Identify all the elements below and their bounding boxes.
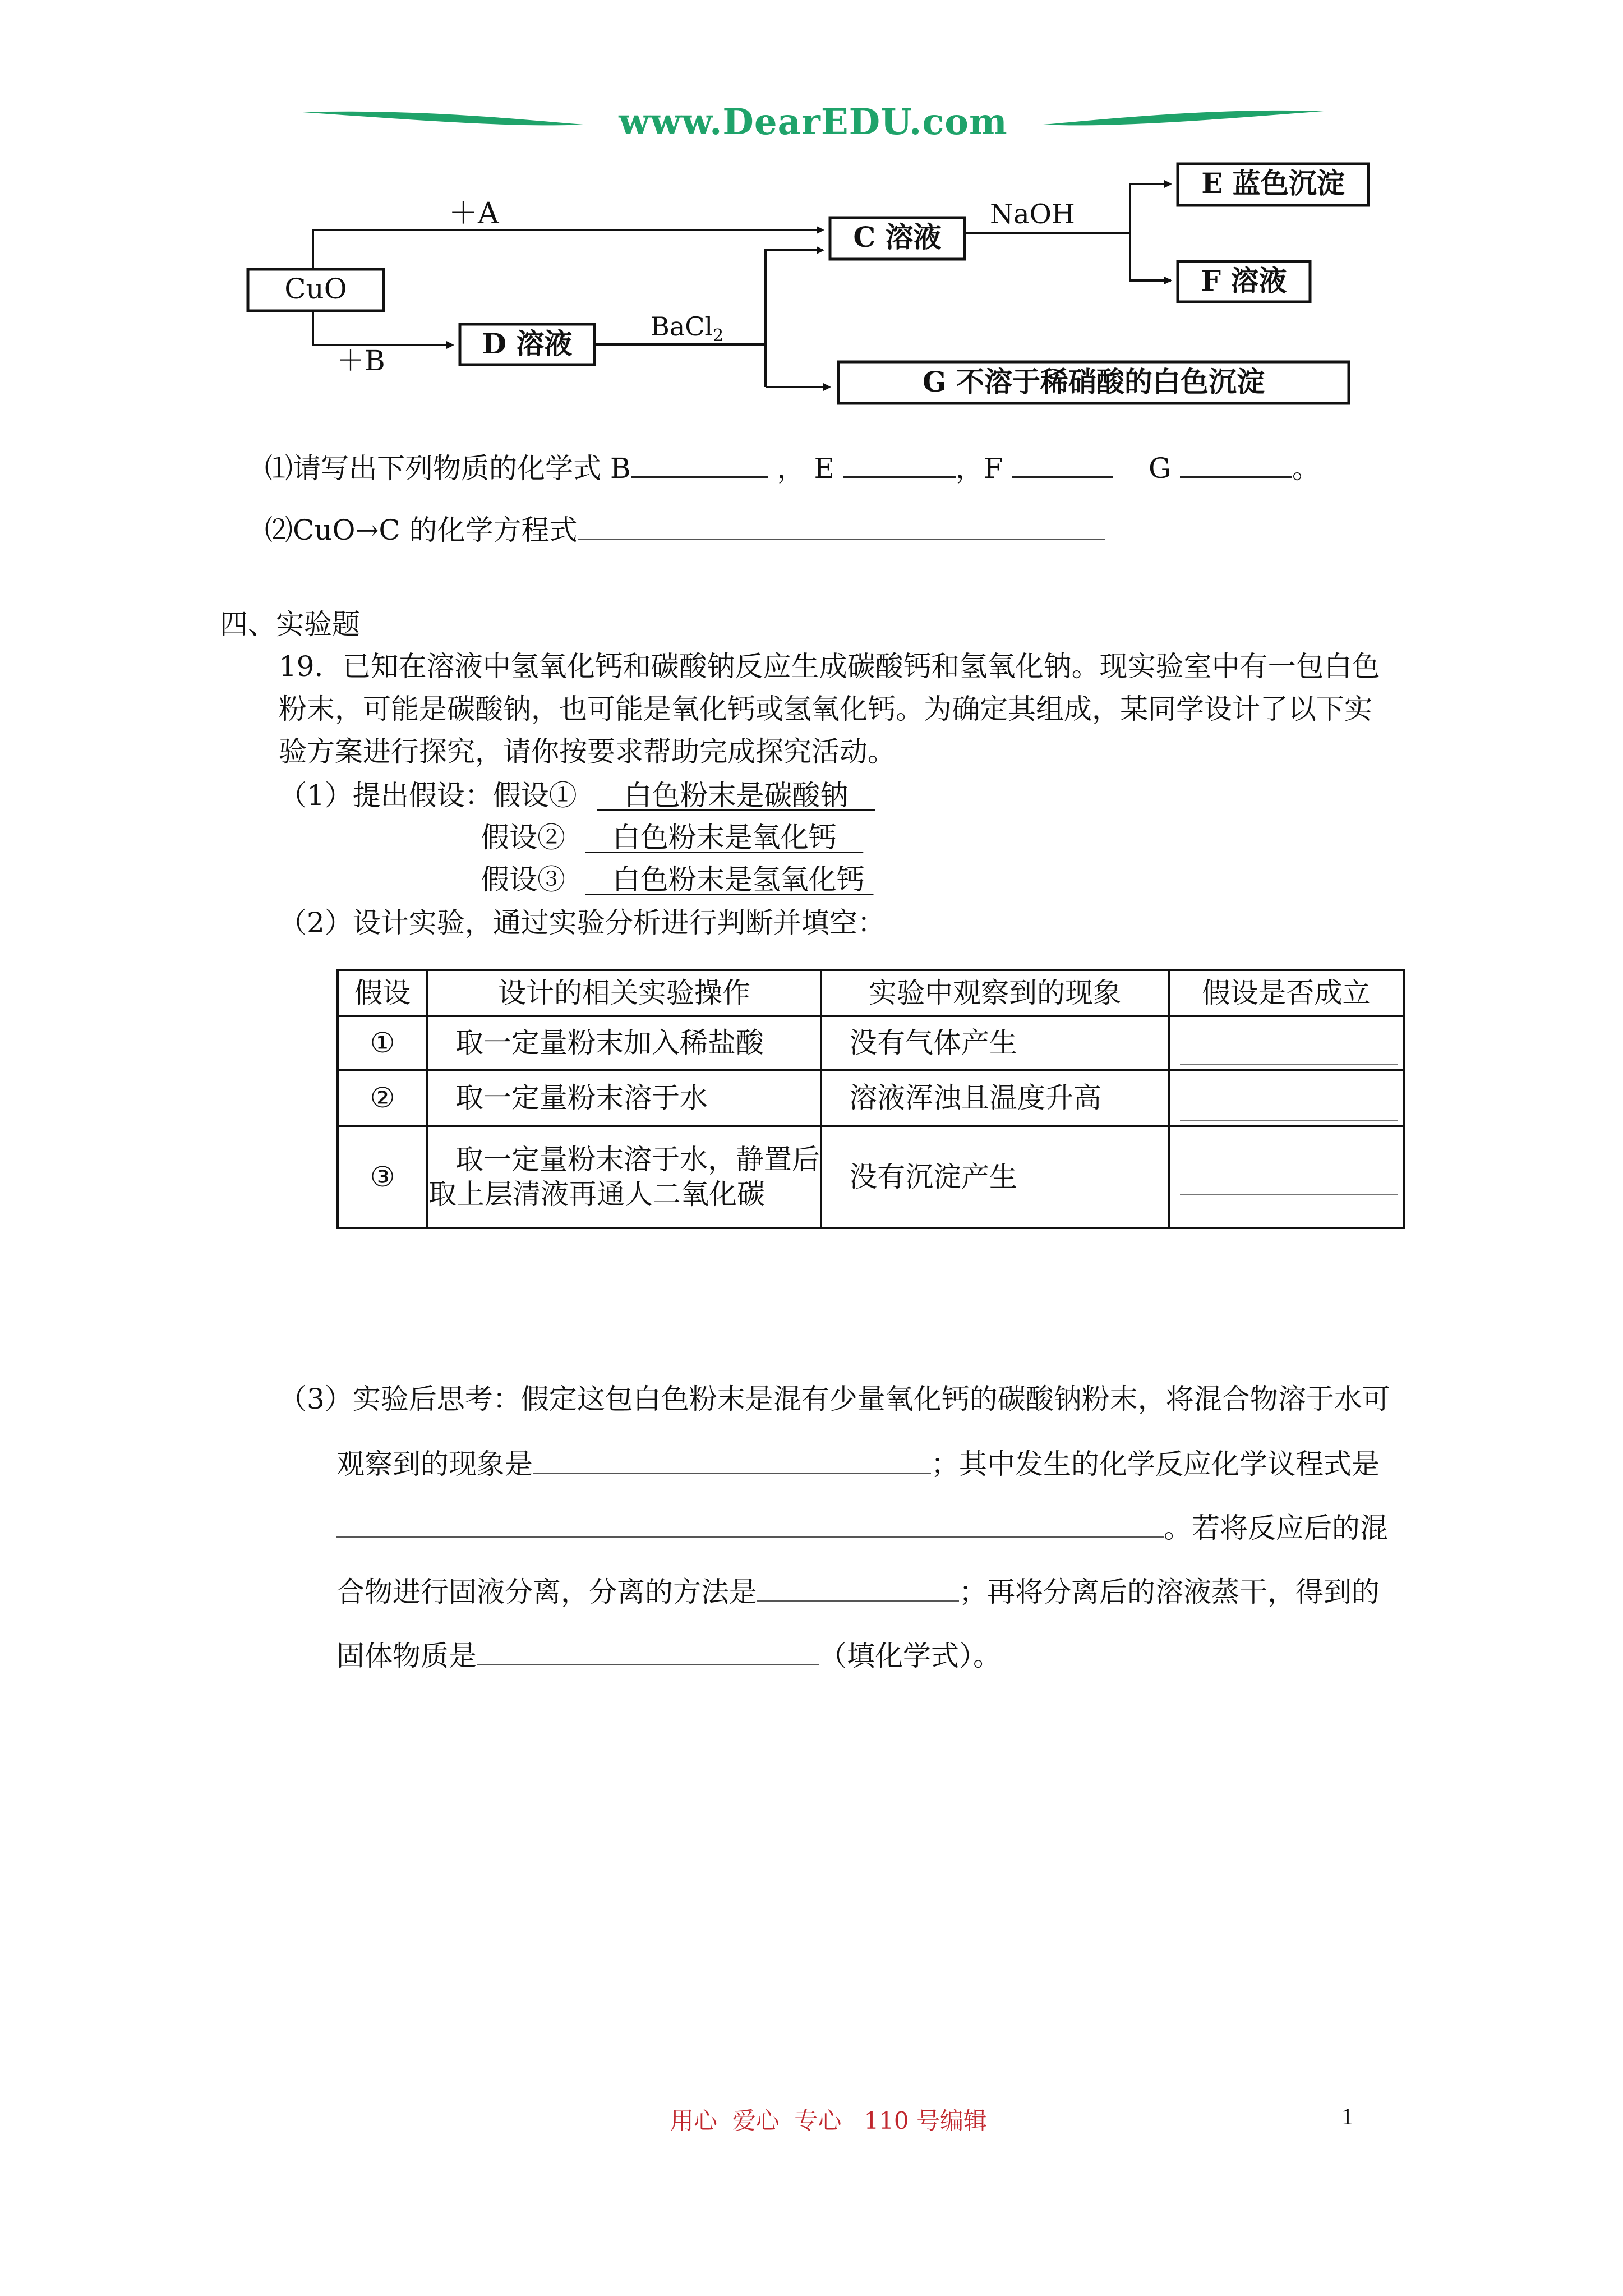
f-label: F 溶液 — [1201, 264, 1287, 297]
row-1-answer-cell — [1169, 1016, 1404, 1070]
q2-text: ⑵CuO→C 的化学方程式 — [265, 514, 578, 546]
cuo-to-c-line — [313, 230, 823, 269]
row-3-observation: 没有沉淀产生 — [821, 1126, 1169, 1228]
table-header-row — [338, 970, 1404, 1016]
g-label: G 不溶于稀硝酸的白色沉淀 — [922, 365, 1265, 398]
naoh-label: NaOH — [990, 199, 1075, 230]
e-label: E 蓝色沉淀 — [1201, 167, 1345, 200]
blank-equation[interactable] — [578, 514, 1105, 540]
c-label: C 溶液 — [853, 220, 942, 254]
row-2-observation: 溶液浑浊且温度升高 — [821, 1070, 1169, 1126]
hypothesis-2-label: 假设② — [481, 821, 565, 854]
hypothesis-3-label: 假设③ — [481, 863, 565, 896]
question-1 — [265, 452, 1320, 485]
split-to-f-line — [1130, 233, 1171, 280]
part3-phenomenon-label: 观察到的现象是 — [336, 1448, 533, 1480]
row-2-operation: 取一定量粉末溶于水 — [427, 1070, 821, 1126]
q1-prefix: ⑴请写出下列物质的化学式 B — [265, 452, 631, 485]
row-3-answer-blank[interactable] — [1180, 1172, 1398, 1195]
part3-line-1: （3）实验后思考：假定这包白色粉末是混有少量氧化钙的碳酸钠粉末，将混合物溶于水可 — [279, 1383, 1390, 1415]
q1-e-label: ， E — [777, 452, 834, 485]
hypothesis-2-answer[interactable]: 白色粉末是氧化钙 — [585, 821, 864, 854]
problem-19-line-1: 19．已知在溶液中氢氧化钙和碳酸钠反应生成碳酸钙和氢氧化钠。现实验室中有一包白色 — [279, 650, 1380, 683]
plus-b-label: ＋B — [336, 344, 385, 377]
header-observation: 实验中观察到的现象 — [821, 970, 1169, 1016]
part3-equation-label: ；其中发生的化学反应化学议程式是 — [931, 1448, 1380, 1480]
part3-line-5 — [336, 1639, 1001, 1673]
page-number: 1 — [1341, 2104, 1353, 2130]
part3-line-2 — [336, 1447, 1380, 1481]
row-3-operation-line-2: 取上层清液再通人二氧化碳 — [428, 1178, 765, 1211]
hypothesis-1-label: （1）提出假设：假设① — [279, 779, 577, 812]
hypothesis-3-answer[interactable]: 白色粉末是氢氧化钙 — [585, 863, 874, 896]
blank-b[interactable] — [631, 452, 768, 478]
header-hypothesis: 假设 — [338, 970, 427, 1016]
part3-line-4 — [336, 1575, 1380, 1609]
table-row — [338, 1126, 1404, 1228]
row-1-observation: 没有气体产生 — [821, 1016, 1169, 1070]
q1-f-label: ，F — [955, 452, 1003, 485]
blank-reaction-equation[interactable] — [336, 1512, 1164, 1538]
header-banner — [303, 95, 1324, 151]
row-1-id: ① — [338, 1016, 427, 1070]
row-3-id: ③ — [338, 1126, 427, 1228]
split-to-e-line — [1130, 184, 1171, 280]
blank-solid-formula[interactable] — [477, 1640, 819, 1665]
table-row — [338, 1070, 1404, 1126]
experiment-table — [336, 969, 1405, 1229]
part3-mixture-text: 。若将反应后的混 — [1164, 1512, 1388, 1544]
blank-g[interactable] — [1180, 452, 1292, 478]
table-row — [338, 1016, 1404, 1070]
part3-solid-label: 固体物质是 — [336, 1640, 477, 1672]
problem-19-line-2: 粉末，可能是碳酸钠，也可能是氧化钙或氢氧化钙。为确定其组成，某同学设计了以下实 — [279, 693, 1372, 725]
hypothesis-3 — [481, 863, 873, 896]
cuo-label: CuO — [284, 273, 347, 305]
problem-19-line-3: 验方案进行探究，请你按要求帮助完成探究活动。 — [279, 735, 896, 768]
blank-e[interactable] — [843, 452, 956, 478]
q1-g-label: G — [1149, 452, 1171, 485]
q1-end: 。 — [1292, 452, 1320, 485]
plus-a-label: ＋A — [449, 197, 499, 231]
blank-f[interactable] — [1012, 452, 1113, 478]
hypothesis-1-answer[interactable]: 白色粉末是碳酸钠 — [597, 779, 875, 812]
hypothesis-2 — [481, 821, 863, 854]
cuo-to-d-line — [313, 311, 453, 345]
row-1-operation: 取一定量粉末加入稀盐酸 — [427, 1016, 821, 1070]
question-2 — [265, 513, 1105, 547]
row-2-answer-blank[interactable] — [1180, 1098, 1398, 1121]
header-operation: 设计的相关实验操作 — [427, 970, 821, 1016]
reaction-diagram — [236, 151, 1402, 409]
blank-phenomenon[interactable] — [533, 1448, 931, 1474]
hypothesis-1 — [279, 779, 875, 812]
header-valid: 假设是否成立 — [1169, 970, 1404, 1016]
row-3-operation-line-1: 取一定量粉末溶于水，静置后 — [455, 1143, 820, 1176]
footer-note: 用心 爱心 专心 110 号编辑 — [670, 2107, 987, 2134]
row-2-answer-cell — [1169, 1070, 1404, 1126]
section-title: 四、实验题 — [220, 608, 360, 641]
row-2-id: ② — [338, 1070, 427, 1126]
site-title[interactable]: www.DearEDU.com — [619, 101, 1008, 143]
part3-line-3 — [336, 1511, 1388, 1545]
row-3-operation — [427, 1126, 821, 1228]
blank-separation-method[interactable] — [757, 1576, 959, 1602]
part3-separation-label: 合物进行固液分离，分离的方法是 — [336, 1576, 757, 1608]
d-label: D 溶液 — [482, 327, 573, 360]
branch-to-c-line — [766, 250, 823, 387]
row-1-answer-blank[interactable] — [1180, 1042, 1398, 1065]
bacl2-label: BaCl$_2$ — [651, 311, 724, 346]
design-instruction: （2）设计实验，通过实验分析进行判断并填空： — [279, 907, 886, 939]
part3-fill-hint: （填化学式）。 — [819, 1640, 1001, 1672]
row-3-answer-cell — [1169, 1126, 1404, 1228]
part3-evaporate-text: ；再将分离后的溶液蒸干，得到的 — [959, 1576, 1380, 1608]
